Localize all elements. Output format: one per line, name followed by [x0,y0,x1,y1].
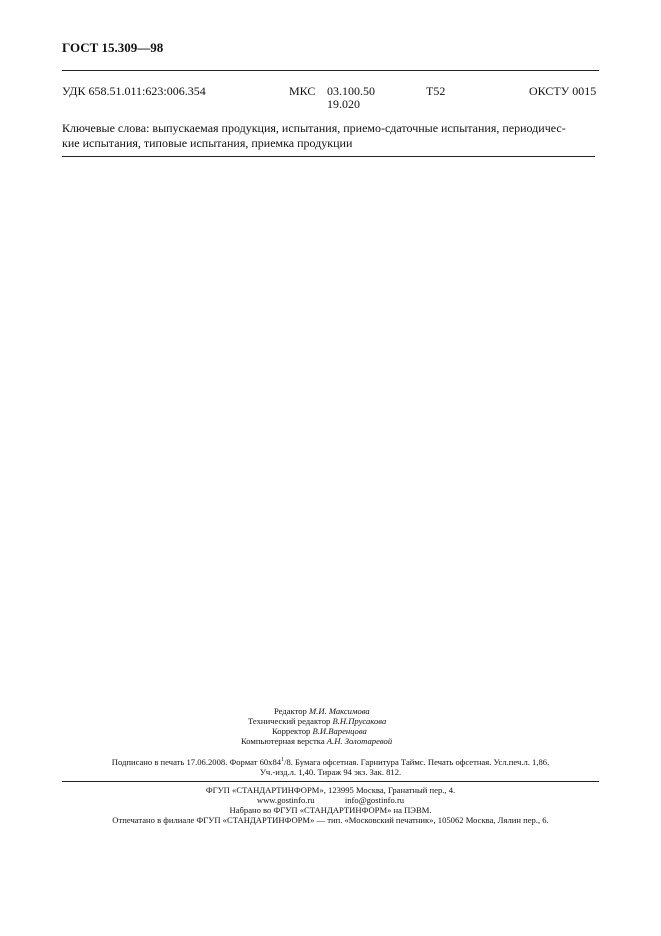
mks-code-1: 03.100.50 [327,84,375,98]
publisher-contacts [0,795,661,805]
udk-code: УДК 658.51.011:623:006.354 [62,84,206,98]
print-info-format: Подписано в печать 17.06.2008. Формат 60x84 [111,757,282,767]
bottom-rule [62,781,599,782]
publisher-email: info@gostinfo.ru [344,795,405,805]
credit-layout-role: Компьютерная верстка [241,736,325,746]
credit-corrector-name: В.И.Варенцова [312,726,367,736]
credit-editor-role: Редактор [274,706,307,716]
keywords-line-1: Ключевые слова: выпускаемая продукция, испытания, приемо-сдаточные испытания, периодичес- [62,121,566,135]
credit-tech-editor [248,716,386,726]
credit-layout [241,736,392,746]
keywords-rule [62,156,595,157]
credit-corrector-role: Корректор [272,726,311,736]
publisher-website: www.gostinfo.ru [256,795,315,805]
okstu-code: ОКСТУ 0015 [529,84,597,98]
t-code: T52 [426,84,446,98]
credit-tech-editor-role: Технический редактор [248,716,331,726]
gost-header: ГОСТ 15.309—98 [62,40,164,55]
print-info-line-1 [0,757,661,767]
top-rule [62,70,599,71]
credit-corrector [272,726,367,736]
keywords-line-2: кие испытания, типовые испытания, приемка продукции [62,135,353,150]
print-info-details: /8. Бумага офсетная. Гарнитура Таймс. Печать офсетная. Усл.печ.л. 1,86. [284,757,550,767]
publisher-line-3: Набрано во ФГУП «СТАНДАРТИНФОРМ» на ПЭВМ. [229,805,432,815]
publisher-line-1: ФГУП «СТАНДАРТИНФОРМ», 123995 Москва, Гранатный пер., 4. [205,785,456,795]
print-info-sup: 1 [281,757,285,764]
credit-layout-name: А.Н. Золотаревой [326,736,393,746]
print-info-line-2: Уч.-изд.л. 1,40. Тираж 94 экз. Зак. 812. [259,767,402,777]
publisher-line-4: Отпечатано в филиале ФГУП «СТАНДАРТИНФОРМ» — тип. «Московский печатник», 105062 Москва, Лялин пер., 6. [112,815,549,825]
keywords-block [62,121,600,150]
credit-editor-name: М.И. Максимова [309,706,370,716]
mks-label: МКС [289,84,316,98]
credit-tech-editor-name: В.Н.Прусакова [332,716,387,726]
credit-editor [274,706,370,716]
mks-code-2: 19.020 [327,97,360,111]
